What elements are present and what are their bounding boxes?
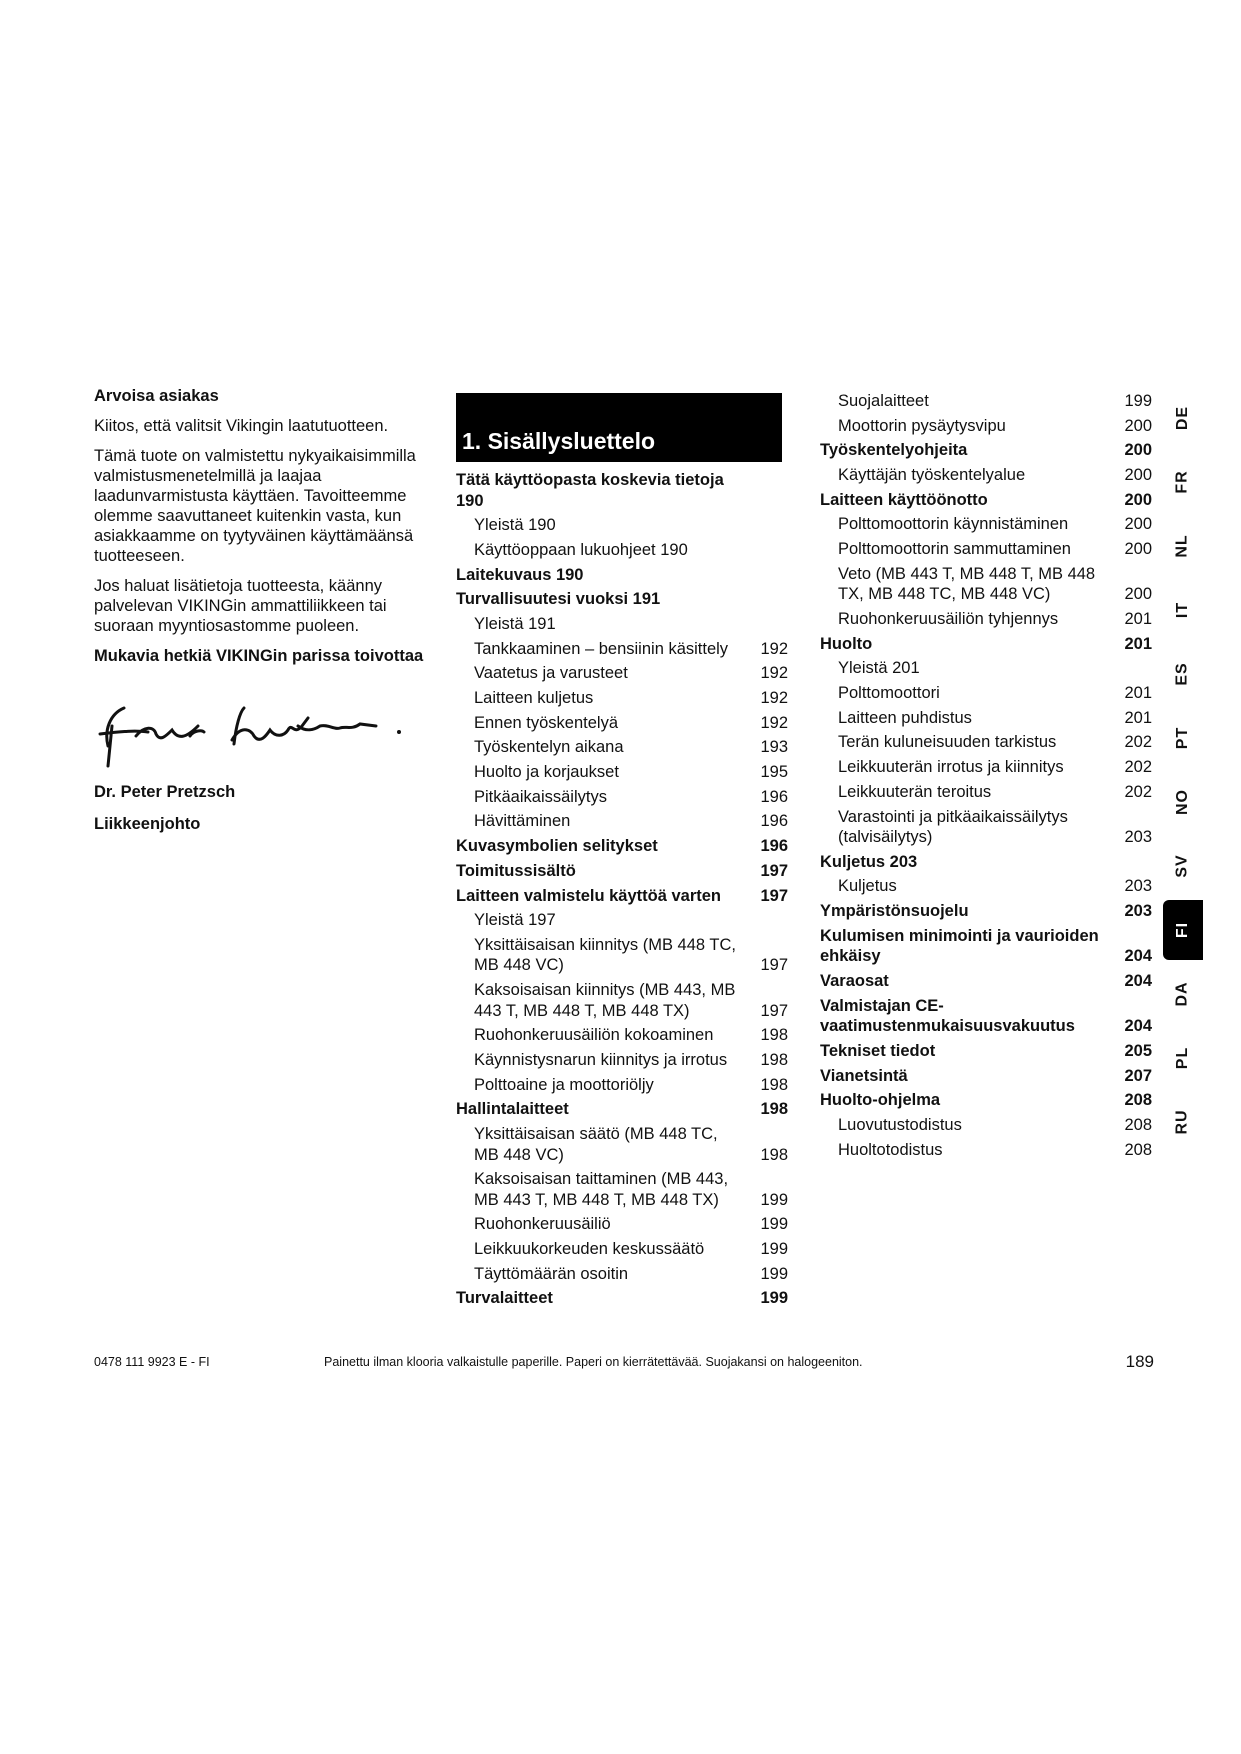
- toc-entry-page: 199: [760, 1264, 788, 1283]
- toc-entry-title: Yleistä 201: [838, 659, 920, 678]
- toc-entry-page: 202: [1124, 758, 1152, 777]
- toc-entry: [820, 996, 1152, 1037]
- toc-entry: [820, 1066, 1152, 1087]
- toc-entry-title: Käyttäjän työskentelyalue: [838, 466, 1026, 485]
- toc-entry: [820, 708, 1152, 729]
- toc-entry: [456, 540, 788, 561]
- toc-entry-title: Pitkäaikaissäilytys: [474, 787, 607, 806]
- language-tab-label: DA: [1173, 981, 1191, 1007]
- language-tab-no: [1163, 772, 1203, 832]
- toc-entry: [456, 565, 788, 586]
- toc-entry-title: Toimitussisältö: [456, 861, 576, 880]
- language-tab-label: PL: [1173, 1046, 1191, 1070]
- toc-entry-page: 199: [760, 1215, 788, 1234]
- toc-entry-page: 197: [760, 886, 788, 905]
- toc-entry-page: 199: [760, 1289, 788, 1308]
- document-code: 0478 111 9923 E - FI: [94, 1355, 210, 1369]
- salutation: Arvoisa asiakas: [94, 387, 219, 405]
- letter-paragraph: Tämä tuote on valmistettu nykyaikaisimmilla valmistusmenetelmillä ja laajaa laadunvarmistusta käyttäen. Tavoitteemme olemme saavuttaneet kuitenkin vasta, kun asiakkaamme on tyytyväinen käyttämäänsä tuotteeseen.: [94, 447, 416, 565]
- language-tab-de: [1163, 388, 1203, 448]
- language-tab-label: ES: [1174, 662, 1191, 686]
- toc-entry: [456, 663, 788, 684]
- language-tab-label: IT: [1174, 601, 1191, 619]
- toc-entry-title: Polttoaine ja moottoriöljy: [474, 1075, 654, 1094]
- toc-entry-page: 200: [1124, 585, 1152, 604]
- language-tab-label: RU: [1173, 1109, 1191, 1135]
- toc-entry-page: 200: [1124, 515, 1152, 534]
- toc-entry: [820, 440, 1152, 461]
- toc-entry-page: 193: [760, 738, 788, 757]
- toc-entry-title: Kuvasymbolien selitykset: [456, 837, 658, 856]
- toc-entry-page: 198: [760, 1050, 788, 1069]
- language-tab-label: DE: [1173, 405, 1191, 431]
- toc-entry-title: Laitteen käyttöönotto: [820, 490, 988, 509]
- toc-entry-title: Moottorin pysäytysvipu: [838, 416, 1006, 435]
- toc-entry-title: Laitteen valmistelu käyttöä varten: [456, 886, 722, 905]
- toc-entry-title: Kaksoisaisan taittaminen (MB 443, MB 443 T, MB 448 T, MB 448 TX): [474, 1170, 729, 1209]
- toc-entry-title: Huolto: [820, 634, 873, 653]
- language-tab-label: FI: [1174, 921, 1191, 939]
- toc-entry-page: 197: [760, 1001, 788, 1020]
- toc-entry-title: Työskentelyohjeita: [820, 441, 968, 460]
- toc-entry-title: Tankkaaminen – bensiinin käsittely: [474, 639, 729, 658]
- toc-entry: [456, 1124, 788, 1165]
- toc-entry-title: Luovutustodistus: [838, 1115, 962, 1134]
- letter-paragraph: Kiitos, että valitsit Vikingin laatutuotteen.: [94, 417, 389, 435]
- signer-role: Liikkeenjohto: [94, 815, 201, 833]
- language-tab-sv: [1163, 836, 1203, 896]
- toc-entry-page: 192: [760, 713, 788, 732]
- language-tab-label: FR: [1173, 470, 1191, 494]
- toc-entry-title: Polttomoottorin käynnistäminen: [838, 515, 1069, 534]
- toc-entry-page: 200: [1124, 441, 1152, 460]
- toc-entry-page: 204: [1124, 947, 1152, 966]
- toc-entry: [456, 470, 788, 511]
- toc-entry-page: 201: [1124, 708, 1152, 727]
- language-tab-nl: [1163, 516, 1203, 576]
- toc-entry: [820, 539, 1152, 560]
- toc-entry-title: Ruohonkeruusäiliön kokoaminen: [474, 1026, 714, 1045]
- toc-entry-page: 202: [1124, 782, 1152, 801]
- toc-entry: [456, 1288, 788, 1309]
- toc-heading: 1. Sisällysluettelo: [462, 428, 656, 454]
- toc-entry-title: Laitteen kuljetus: [474, 689, 594, 707]
- toc-entry-title: Huolto-ohjelma: [820, 1091, 941, 1110]
- toc-entry-page: 192: [760, 639, 788, 658]
- toc-entry-page: 203: [1124, 877, 1152, 896]
- toc-entry-title: Kulumisen minimointi ja vaurioiden ehkäisy: [820, 926, 1099, 966]
- toc-entry: [820, 876, 1152, 897]
- language-tabs: [1163, 388, 1203, 1168]
- toc-entry-page: 202: [1124, 733, 1152, 752]
- toc-entry-page: 208: [1124, 1115, 1152, 1134]
- toc-entry-page: 196: [760, 812, 788, 831]
- toc-entry-title: Leikkuuterän teroitus: [838, 782, 992, 801]
- toc-entry: [820, 1041, 1152, 1062]
- toc-entry-title: Laitekuvaus 190: [456, 565, 584, 584]
- toc-entry: [456, 639, 788, 660]
- toc-entry: [820, 683, 1152, 704]
- toc-entry: [456, 1050, 788, 1071]
- toc-column-middle: [456, 470, 788, 1313]
- language-tab-pl: [1163, 1028, 1203, 1088]
- language-tab-da: [1163, 964, 1203, 1024]
- toc-entry: [456, 886, 788, 907]
- toc-entry-title: Ympäristönsuojelu: [820, 902, 969, 921]
- toc-entry-title: Terän kuluneisuuden tarkistus: [838, 733, 1057, 752]
- toc-entry: [820, 490, 1152, 511]
- toc-entry-page: 200: [1124, 416, 1152, 435]
- toc-entry-page: 201: [1124, 634, 1152, 653]
- toc-entry: [820, 609, 1152, 630]
- toc-entry-title: Hallintalaitteet: [456, 1100, 569, 1119]
- toc-entry: [456, 1264, 788, 1285]
- toc-entry-title: Turvallisuutesi vuoksi 191: [456, 590, 661, 609]
- toc-entry: [820, 782, 1152, 803]
- toc-entry-page: 208: [1124, 1091, 1152, 1110]
- toc-entry: [820, 732, 1152, 753]
- toc-entry: [820, 971, 1152, 992]
- letter-closing: Mukavia hetkiä VIKINGin parissa toivottaa: [94, 647, 424, 665]
- toc-entry-page: 203: [1124, 902, 1152, 921]
- toc-entry-page: 200: [1124, 490, 1152, 509]
- toc-entry-title: Yleistä 197: [474, 911, 556, 930]
- toc-entry-page: 196: [760, 837, 788, 856]
- toc-entry: [820, 1140, 1152, 1161]
- toc-entry: [820, 634, 1152, 655]
- toc-entry-title: Yleistä 191: [474, 614, 556, 633]
- toc-entry-title: Polttomoottorin sammuttaminen: [838, 540, 1071, 559]
- toc-entry-page: 207: [1124, 1066, 1152, 1085]
- toc-entry: [456, 713, 788, 734]
- language-tab-label: SV: [1174, 854, 1191, 878]
- toc-entry: [456, 811, 788, 832]
- language-tab-ru: [1163, 1092, 1203, 1152]
- toc-entry: [820, 564, 1152, 605]
- toc-entry-title: Vianetsintä: [820, 1066, 908, 1085]
- toc-entry-page: 197: [760, 861, 788, 880]
- toc-entry: [820, 1115, 1152, 1136]
- toc-entry: [820, 391, 1152, 412]
- toc-entry-title: Huolto ja korjaukset: [474, 763, 619, 782]
- toc-entry-page: 195: [760, 763, 788, 782]
- toc-entry-title: Ruohonkeruusäiliön tyhjennys: [838, 610, 1059, 628]
- toc-entry: [456, 787, 788, 808]
- toc-entry-page: 198: [760, 1026, 788, 1045]
- toc-entry-title: Työskentelyn aikana: [474, 738, 624, 757]
- toc-entry-page: 204: [1124, 971, 1152, 990]
- toc-entry: [820, 807, 1152, 848]
- toc-column-right: [820, 391, 1152, 1164]
- toc-entry-page: 200: [1124, 540, 1152, 559]
- language-tab-label: NO: [1174, 789, 1191, 815]
- toc-entry: [820, 658, 1152, 679]
- toc-entry-page: 201: [1124, 610, 1152, 628]
- toc-entry: [456, 1239, 788, 1260]
- toc-entry-title: Kuljetus: [838, 877, 897, 896]
- toc-entry-title: Polttomoottori: [838, 684, 940, 703]
- toc-entry: [456, 1099, 788, 1120]
- toc-entry: [456, 688, 788, 709]
- toc-entry: [820, 514, 1152, 535]
- toc-entry: [456, 614, 788, 635]
- toc-entry: [456, 1214, 788, 1235]
- language-tab-pt: [1163, 708, 1203, 768]
- language-tab-label: NL: [1173, 534, 1191, 558]
- page-footer: [94, 1352, 1154, 1376]
- toc-entry-page: 199: [760, 1190, 788, 1209]
- page-number: 189: [1125, 1352, 1154, 1371]
- intro-letter: [94, 386, 430, 834]
- toc-entry: [456, 1025, 788, 1046]
- toc-entry: [820, 416, 1152, 437]
- toc-entry-title: Kuljetus 203: [820, 852, 918, 871]
- signer-name: Dr. Peter Pretzsch: [94, 783, 236, 801]
- toc-entry-title: Tekniset tiedot: [820, 1041, 936, 1060]
- toc-heading-banner: [456, 393, 782, 462]
- toc-entry-title: Ruohonkeruusäiliö: [474, 1215, 611, 1234]
- toc-entry-title: Leikkuuterän irrotus ja kiinnitys: [838, 758, 1064, 777]
- toc-entry: [456, 589, 788, 610]
- toc-entry-title: Yksittäisaisan säätö (MB 448 TC, MB 448 VC): [474, 1125, 718, 1164]
- language-tab-fr: [1163, 452, 1203, 512]
- toc-entry-title: Huoltotodistus: [838, 1140, 943, 1159]
- print-note: Painettu ilman klooria valkaistulle paperille. Paperi on kierrätettävää. Suojakansi on halogeeniton.: [324, 1355, 863, 1369]
- toc-entry-title: Valmistajan CE-vaatimustenmukaisuusvakuutus: [820, 996, 1075, 1036]
- toc-entry-page: 203: [1124, 828, 1152, 846]
- toc-entry: [456, 836, 788, 857]
- toc-entry-page: 198: [760, 1100, 788, 1119]
- toc-entry-page: 205: [1124, 1041, 1152, 1060]
- toc-entry: [456, 515, 788, 536]
- toc-entry-page: 200: [1124, 466, 1152, 485]
- toc-entry-page: 199: [1124, 392, 1152, 410]
- toc-entry: [456, 1075, 788, 1096]
- toc-entry-title: Hävittäminen: [474, 812, 571, 831]
- toc-entry-title: Täyttömäärän osoitin: [474, 1264, 629, 1283]
- toc-entry-page: 208: [1124, 1140, 1152, 1159]
- toc-entry: [820, 465, 1152, 486]
- toc-entry-title: Veto (MB 443 T, MB 448 T, MB 448 TX, MB 448 TC, MB 448 VC): [838, 564, 1096, 604]
- toc-entry: [456, 935, 788, 976]
- language-tab-fi: [1163, 900, 1203, 960]
- toc-entry-page: 198: [760, 1075, 788, 1094]
- toc-entry-page: 192: [760, 689, 788, 707]
- letter-paragraph: Jos haluat lisätietoja tuotteesta, käänny palvelevan VIKINGin ammattiliikkeen tai suoraan myyntiosastomme puoleen.: [94, 577, 387, 635]
- toc-entry: [456, 737, 788, 758]
- toc-entry: [456, 980, 788, 1021]
- toc-entry-title: Laitteen puhdistus: [838, 708, 972, 727]
- toc-entry-title: Varaosat: [820, 971, 889, 990]
- toc-entry-title: Vaatetus ja varusteet: [474, 664, 628, 683]
- toc-entry-page: 198: [760, 1145, 788, 1164]
- toc-entry-page: 196: [760, 787, 788, 806]
- toc-entry-title: Leikkuukorkeuden keskussäätö: [474, 1240, 705, 1259]
- toc-entry: [820, 1090, 1152, 1111]
- toc-entry-title: Suojalaitteet: [838, 392, 929, 410]
- toc-entry: [820, 757, 1152, 778]
- toc-entry-title: Varastointi ja pitkäaikaissäilytys (talvisäilytys): [838, 807, 1068, 846]
- language-tab-it: [1163, 580, 1203, 640]
- toc-entry-page: 197: [760, 956, 788, 975]
- toc-entry: [456, 910, 788, 931]
- toc-entry: [456, 1169, 788, 1210]
- toc-entry-page: 199: [760, 1240, 788, 1259]
- language-tab-label: PT: [1173, 726, 1191, 750]
- toc-entry-page: 204: [1124, 1017, 1152, 1036]
- toc-entry: [456, 762, 788, 783]
- language-tab-es: [1163, 644, 1203, 704]
- toc-entry: [820, 926, 1152, 967]
- toc-entry-title: Ennen työskentelyä: [474, 713, 619, 732]
- toc-entry-title: Yleistä 190: [474, 516, 556, 535]
- toc-entry-title: Käyttöoppaan lukuohjeet 190: [474, 540, 688, 559]
- toc-entry-title: Käynnistysnarun kiinnitys ja irrotus: [474, 1050, 728, 1069]
- signature-image: [94, 696, 424, 768]
- toc-entry: [456, 861, 788, 882]
- toc-entry-title: Tätä käyttöopasta koskevia tietoja 190: [456, 471, 724, 510]
- toc-entry-title: Yksittäisaisan kiinnitys (MB 448 TC, MB 448 VC): [474, 935, 736, 975]
- toc-entry-page: 192: [760, 664, 788, 683]
- toc-entry-page: 201: [1124, 684, 1152, 703]
- toc-entry: [820, 901, 1152, 922]
- toc-entry-title: Turvalaitteet: [456, 1289, 553, 1308]
- toc-entry-title: Kaksoisaisan kiinnitys (MB 443, MB 443 T, MB 448 T, MB 448 TX): [474, 981, 736, 1020]
- toc-entry: [820, 852, 1152, 873]
